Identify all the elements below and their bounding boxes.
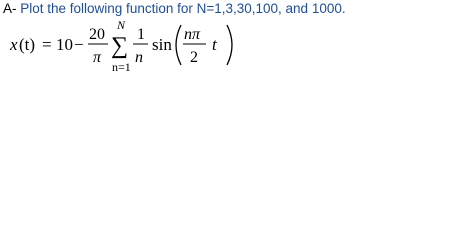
coefficient-denominator: π (93, 49, 102, 66)
question-label: A- (3, 1, 17, 16)
argument-numerator: nπ (184, 26, 201, 43)
argument-variable: t (212, 35, 217, 54)
formula-lhs-function: x (10, 35, 18, 54)
sum-upper-limit: N (117, 18, 126, 32)
term-denominator: n (135, 49, 143, 66)
left-parenthesis (176, 25, 181, 65)
right-parenthesis (227, 25, 232, 65)
sum-symbol: ∑ (111, 33, 129, 59)
argument-denominator: 2 (190, 49, 198, 66)
question-instruction: Plot the following function for N=1,3,30,100, and 1000. (16, 1, 346, 16)
trig-function: sin (152, 35, 172, 54)
term-numerator: 1 (137, 26, 145, 43)
sum-lower-limit: n=1 (112, 60, 131, 74)
formula-lhs-argument: (t) (19, 35, 36, 54)
formula-minus: − (74, 35, 84, 54)
formula-constant: 10 (56, 35, 73, 54)
formula-equals: = (42, 35, 52, 54)
coefficient-numerator: 20 (89, 26, 105, 43)
